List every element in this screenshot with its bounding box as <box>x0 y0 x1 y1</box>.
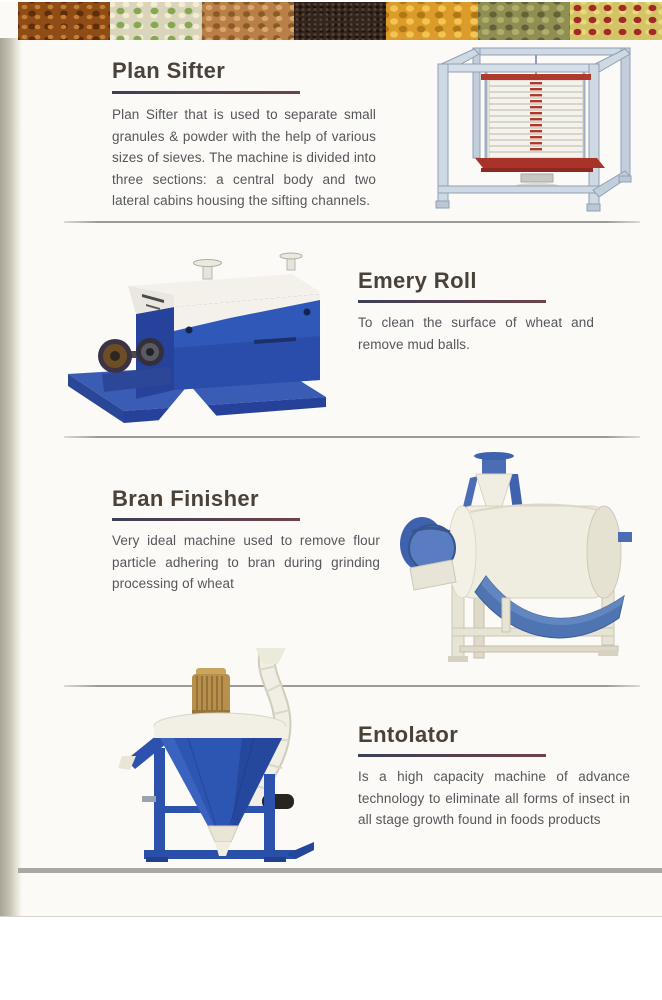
dark-mustard-seeds-photo <box>294 2 386 40</box>
scan-bottom-margin <box>0 917 662 1000</box>
emery-roll-title: Emery Roll <box>358 268 477 293</box>
emery-roll-machine-photo <box>58 234 350 426</box>
food-photo-strip <box>18 2 662 40</box>
bran-finisher-title: Bran Finisher <box>112 486 260 511</box>
bran-finisher-description: Very ideal machine used to remove flour particle adhering to bran during grinding processing of wheat <box>112 533 380 591</box>
pistachios-photo <box>110 2 202 40</box>
olives-photo <box>478 2 570 40</box>
section-divider <box>64 436 640 438</box>
emery-roll-title-underline <box>358 300 546 303</box>
footer-rule-bar <box>18 868 662 873</box>
scan-left-edge <box>0 38 22 917</box>
bran-finisher-machine-photo <box>390 440 650 664</box>
section-divider <box>64 221 640 223</box>
chickpeas-photo <box>386 2 478 40</box>
plan-sifter-description: Plan Sifter that is used to separate small granules & powder with the help of various sizes of sieves. The machine is divided into three sections: a central body and two lateral cabins housing the sifting channels. <box>112 107 376 208</box>
emery-roll-description: To clean the surface of wheat and remove mud balls. <box>358 315 594 352</box>
plan-sifter-title: Plan Sifter <box>112 58 226 83</box>
almond-kernels-photo <box>18 2 110 40</box>
bran-finisher-title-underline <box>112 518 300 521</box>
plan-sifter-title-underline <box>112 91 300 94</box>
peanuts-photo <box>202 2 294 40</box>
entolator-title: Entolator <box>358 722 459 747</box>
entolator-machine-photo <box>116 648 330 862</box>
entolator-title-underline <box>358 754 546 757</box>
entolator-description: Is a high capacity machine of advance technology to eliminate all forms of insect in all stage growth found in foods products <box>358 769 630 827</box>
plan-sifter-machine-photo <box>433 38 640 213</box>
berries-and-banana-photo <box>570 2 662 40</box>
